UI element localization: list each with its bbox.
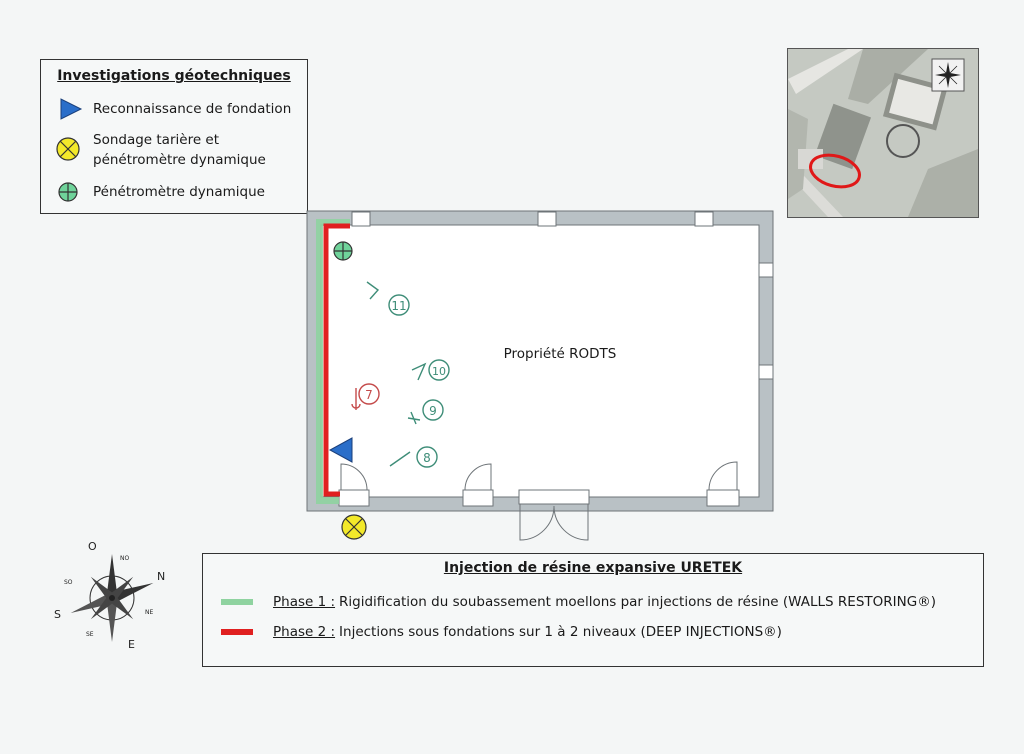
annotation-11: 11	[391, 299, 407, 313]
legend-injection	[202, 553, 984, 667]
phase2-desc: Injections sous fondations sur 1 à 2 niveaux (DEEP INJECTIONS®)	[339, 624, 782, 640]
phase2-name: Phase 2 :	[273, 624, 336, 640]
compass-label-no: NO	[120, 555, 130, 562]
phase1-desc: Rigidification du soubassement moellons par injections de résine (WALLS RESTORING®)	[339, 594, 936, 610]
legend-phase2	[221, 624, 782, 640]
compass-label-s: S	[54, 608, 61, 621]
legend-item-penetrometre-label: Pénétromètre dynamique	[93, 184, 265, 200]
phase1-swatch	[221, 599, 253, 605]
annotation-9: 9	[429, 404, 437, 418]
legend-item-foundation-label: Reconnaissance de fondation	[93, 101, 292, 117]
legend-item-sondage-label-1: Sondage tarière et	[93, 132, 220, 148]
compass-label-ne: NE	[145, 609, 154, 616]
aerial-map-image	[788, 49, 978, 217]
phase2-swatch	[221, 629, 253, 635]
annotation-8: 8	[423, 451, 431, 465]
aerial-map	[787, 48, 979, 218]
annotation-7: 7	[365, 388, 373, 402]
north-arrow-icon	[932, 59, 964, 91]
compass-label-se: SE	[86, 631, 94, 638]
property-label: Propriété RODTS	[503, 346, 617, 362]
phase1-name: Phase 1 :	[273, 594, 336, 610]
legend-geo-title: Investigations géotechniques	[57, 68, 291, 84]
right-wall-opening-2	[759, 365, 773, 379]
legend-phase1	[221, 594, 936, 610]
compass-label-o: O	[88, 540, 97, 553]
plan-penetrometre-symbol	[334, 242, 352, 260]
legend-item-sondage-label-2: pénétromètre dynamique	[93, 152, 266, 168]
legend-inj-title: Injection de résine expansive URETEK	[443, 560, 743, 576]
plan-sondage-symbol	[342, 515, 366, 539]
compass-rose-icon	[69, 554, 155, 642]
compass-label-e: E	[128, 638, 135, 651]
annotation-10: 10	[432, 365, 446, 378]
right-wall-opening	[759, 263, 773, 277]
compass-label-n: N	[157, 570, 166, 583]
compass-label-so: SO	[64, 579, 73, 586]
